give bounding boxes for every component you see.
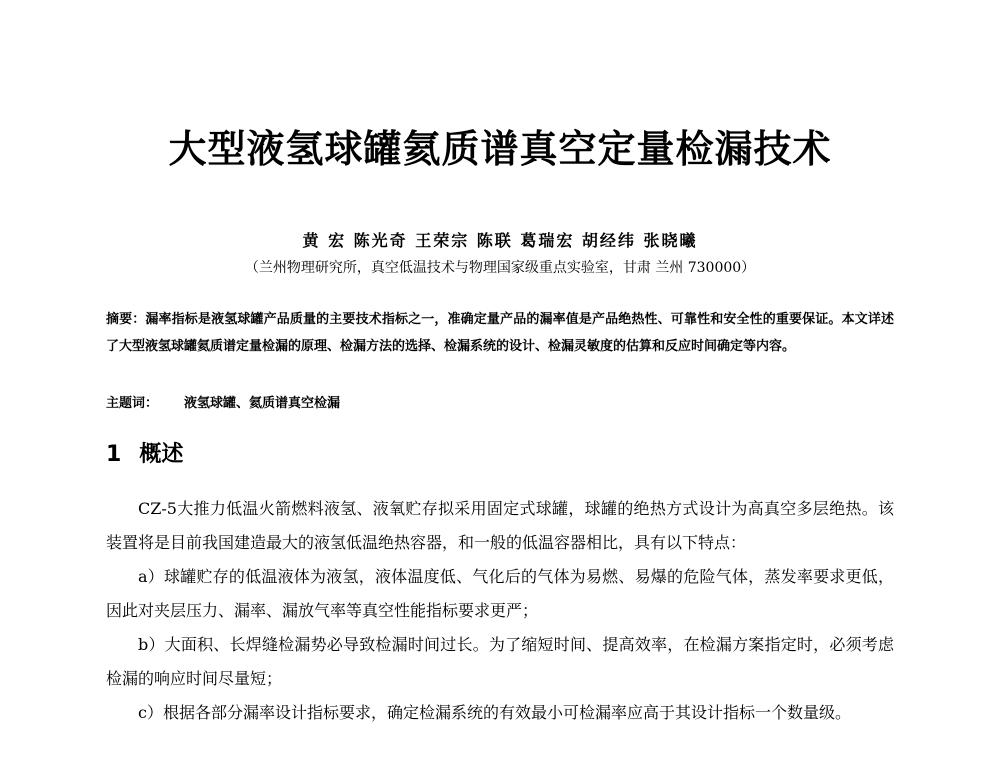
affiliation: （兰州物理研究所，真空低温技术与物理国家级重点实验室，甘肃 兰州 730000） (244, 260, 756, 276)
abstract (106, 306, 894, 360)
paper-title: 大型液氢球罐氦质谱真空定量检漏技术 (168, 127, 832, 171)
section-heading (106, 437, 183, 468)
paragraph-intro: CZ-5大推力低温火箭燃料液氢、液氧贮存拟采用固定式球罐，球罐的绝热方式设计为高真空多层绝热。该装置将是目前我国建造最大的液氢低温绝热容器，和一般的低温容器相比，具有以下特点： (106, 499, 894, 552)
keywords-text: 液氢球罐、氦质谱真空检漏 (184, 396, 341, 411)
paragraph-item-c: c）根据各部分漏率设计指标要求，确定检漏系统的有效最小可检漏率应高于其设计指标一个数量级。 (138, 703, 851, 722)
keywords-label: 主题词： (106, 396, 159, 411)
paragraph-item-b: b）大面积、长焊缝检漏势必导致检漏时间过长。为了缩短时间、提高效率，在检漏方案指定时，必须考虑检漏的响应时间尽量短； (106, 635, 894, 688)
paragraph-item-a: a）球罐贮存的低温液体为液氢，液体温度低、气化后的气体为易燃、易爆的危险气体，蒸发率要求更低，因此对夹层压力、漏率、漏放气率等真空性能指标要求更严； (106, 567, 894, 620)
section-title: 概述 (139, 442, 184, 467)
abstract-text: 漏率指标是液氢球罐产品质量的主要技术指标之一，准确定量产品的漏率值是产品绝热性、可靠性和安全性的重要保证。本文详述了大型液氢球罐氦质谱定量检漏的原理、检漏方法的选择、检漏系统的设计、检漏灵敏度的估算和反应时间确定等内容。 (106, 312, 894, 354)
body-text (106, 492, 894, 730)
section-number: 1 (106, 442, 122, 467)
keywords (106, 392, 894, 416)
author-list: 黄 宏 陈光奇 王荣宗 陈联 葛瑞宏 胡经纬 张晓曦 (302, 231, 698, 250)
abstract-label: 摘要： (106, 312, 146, 327)
